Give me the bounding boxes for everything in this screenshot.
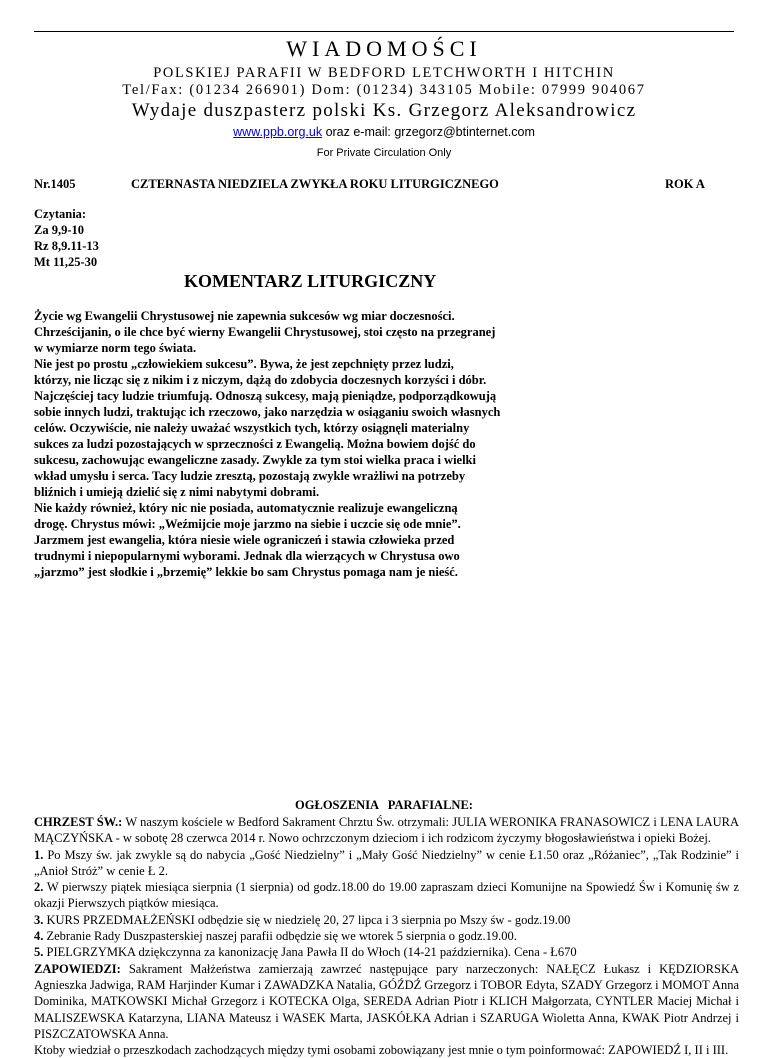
baptism-label: CHRZEST ŚW.: [34,815,123,829]
commentary-line: bliźnich i umieją dzielić się z nimi nabytymi dobrami. [34,485,320,499]
commentary-line: „jarzmo” jest słodkie i „brzemię” lekkie bo sam Chrystus pomaga nam je nieść. [34,565,458,579]
announcement-item [34,912,739,928]
announcement-text: KURS PRZEDMAŁŻEŃSKI odbędzie się w niedzielę 20, 27 lipca i 3 sierpnia po Mszy św - godz.19.00 [43,912,571,927]
commentary-line: sukcesu, zachowując ewangeliczne zasady. Zwykle za tym stoi wielka praca i wielki [34,453,476,467]
commentary-line: którzy, nie licząc się z nikim i z niczym, dążą do zdobycia doczesnych korzyści i dóbr. [34,373,487,387]
issue-number: Nr.1405 [34,177,76,191]
announcement-item [34,944,739,960]
parish-name: POLSKIEJ PARAFII W BEDFORD LETCHWORTH I HITCHIN [153,65,615,81]
commentary-line: trudnymi i niepopularnymi wyborami. Jednak dla wierzących w Chrystusa owo [34,549,460,563]
commentary-body [34,308,614,580]
announcement-item [34,928,739,944]
readings-heading: Czytania: [34,207,87,221]
banns-text: Sakrament Małżeństwa zamierzają zawrzeć następujące pary narzeczonych: NAŁĘCZ Łukasz i KĘDZIORSKA Agnieszka Jadwiga, RAM Harjinder Kumar i ZAWADZKA Natalia, GÓŹDŹ Grzegorz i TOBOR Edyta, SZADY Grzegorz i MOMOT Anna Dominika, MATKOWSKI Michał Grzegorz i KOTECKA Olga, SEREDA Adrian Piotr i KLICH Małgorzata, CYNTLER Maciej Michał i MALISZEWSKA Katarzyna, LIANA Mateusz i WASEK Marta, JASKÓŁKA Adrian i SZARUGA Wioletta Anna, KWAK Piotr Andrzej i PISZCZATOWSKA Anna. [34,961,739,1041]
announcement-text: W pierwszy piątek miesiąca sierpnia (1 sierpnia) od godz.18.00 do 19.00 zapraszam dzieci Komunijne na Spowiedź Św i Komunię św z okazji Pierwszych piątków miesiąca. [34,880,739,911]
commentary-line: Nie jest po prostu „człowiekiem sukcesu”. Bywa, że jest zepchnięty przez ludzi, [34,357,454,371]
contact-web-line [0,125,768,139]
sunday-title: CZTERNASTA NIEDZIELA ZWYKŁA ROKU LITURGICZNEGO [131,177,499,191]
announcements-title: OGŁOSZENIA PARAFIALNE: [295,798,473,812]
baptism-text: W naszym kościele w Bedford Sakrament Chrztu Św. otrzymali: JULIA WERONIKA FRANASOWICZ i LENA LAURA MĄCZYŃSKA - w sobotę 28 czerwca 2014 r. Nowo ochrzczonym dzieciom i ich rodzicom życzymy błogosławieństwa i opieki Bożej. [34,815,739,846]
header-rule [34,31,734,32]
reading-item: Mt 11,25-30 [34,255,98,269]
announcement-item [34,847,739,880]
announcement-number: 1. [34,847,44,862]
announcement-number: 4. [34,929,44,944]
announcement-text: Zebranie Rady Duszpasterskiej naszej parafii odbędzie się we wtorek 5 sierpnia o godz.19.00. [43,929,517,944]
commentary-line: drogę. Chrystus mówi: „Weźmijcie moje jarzmo na siebie i uczcie się ode mnie”. [34,517,461,531]
circulation-note: For Private Circulation Only [316,147,452,159]
commentary-line: celów. Oczywiście, nie należy uważać wszystkich tych, którzy osiągnęli materialny [34,421,470,435]
commentary-line: Chrześcijanin, o ile chce być wierny Ewangelii Chrystusowej, stoi często na przegranej [34,325,496,339]
commentary-line: sobie innych ludzi, traktując ich rzeczowo, jako narzędzia w osiąganiu swoich własnych [34,405,501,419]
commentary-line: Najczęściej tacy ludzie triumfują. Odnoszą sukcesy, mają pieniądze, podporządkowują [34,389,497,403]
publisher-line: Wydaje duszpasterz polski Ks. Grzegorz Aleksandrowicz [131,100,637,121]
newsletter-title: WIADOMOŚCI [286,36,482,61]
announcement-number: 5. [34,945,44,960]
baptism-paragraph [34,814,739,847]
banns-paragraph [34,961,739,1042]
liturgical-year: ROK A [665,177,705,191]
contact-phones: Tel/Fax: (01234 266901) Dom: (01234) 343105 Mobile: 07999 904067 [122,82,646,98]
announcements-body [34,814,739,1058]
announcement-text: PIELGRZYMKA dziękczynna za kanonizację Jana Pawła II do Włoch (14-21 października). Cena - Ł670 [43,945,577,960]
reading-item: Za 9,9-10 [34,223,84,237]
commentary-title: KOMENTARZ LITURGICZNY [184,271,437,291]
banns-label: ZAPOWIEDZI: [34,961,121,976]
readings-block [34,206,99,270]
announcement-number: 3. [34,912,44,927]
commentary-line: Życie wg Ewangelii Chrystusowej nie zapewnia sukcesów wg miar doczesności. [34,309,455,323]
commentary-line: w wymiarze norm tego świata. [34,341,197,355]
banns-closing: Ktoby wiedział o przeszkodach zachodzących między tymi osobami zobowiązany jest mnie o tym poinformować: ZAPOWIEDŹ I, II i III. [34,1043,729,1058]
website-link[interactable]: www.ppb.org.uk [233,125,323,139]
email-text: oraz e-mail: grzegorz@btinternet.com [325,125,535,139]
commentary-line: wkład umysłu i serca. Tacy ludzie zresztą, pozostają zwykle wrażliwi na potrzeby [34,469,466,483]
commentary-line: sukces za ludzi pozostających w sprzeczności z Ewangelią. Można bowiem dojść do [34,437,476,451]
announcement-item [34,879,739,912]
commentary-line: Jarzmem jest ewangelia, która niesie wiele ograniczeń i stawia człowieka przed [34,533,455,547]
announcement-number: 2. [34,880,44,895]
announcement-text: Po Mszy św. jak zwykle są do nabycia „Gość Niedzielny” i „Mały Gość Niedzielny” w cenie Ł1.50 oraz „Różaniec”, „Tak Rodzinie” i „Anioł Stróż” w cenie Ł 2. [34,847,739,878]
commentary-line: Nie każdy również, który nic nie posiada, automatycznie realizuje ewangeliczną [34,501,458,515]
reading-item: Rz 8,9.11-13 [34,239,99,253]
